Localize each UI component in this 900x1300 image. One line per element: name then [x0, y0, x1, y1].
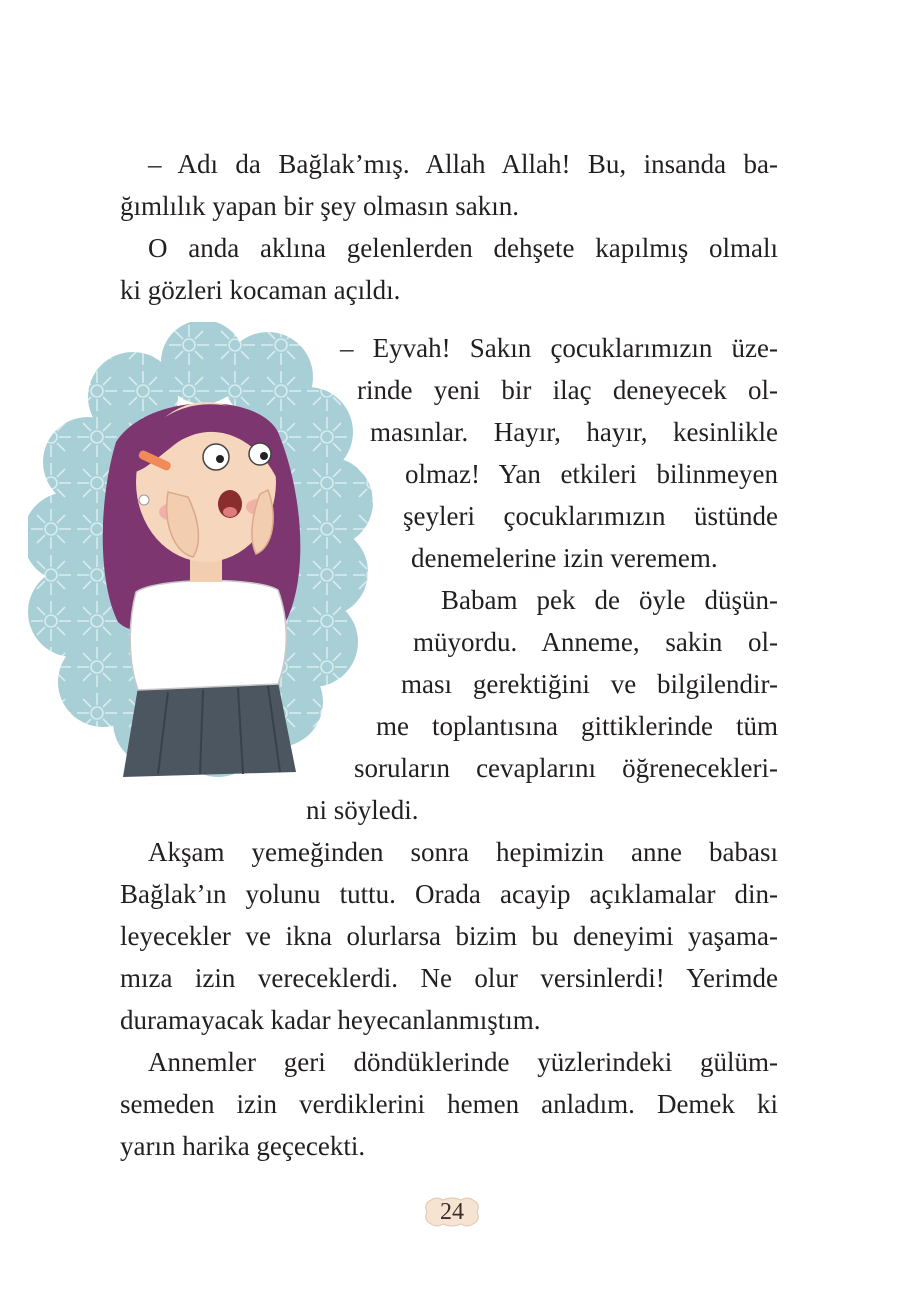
text-line: mıza izin vereceklerdi. Ne olur versinlerdi! Yerimde [120, 963, 778, 993]
text-line: O anda aklına gelenlerden dehşete kapılmış olmalı [148, 233, 778, 263]
text-line: ki gözleri kocaman açıldı. [120, 275, 401, 305]
text-line: şeyleri çocuklarımızın üstünde [403, 501, 778, 531]
text-line: Babam pek de öyle düşün- [441, 585, 778, 615]
page-number: 24 [440, 1199, 464, 1225]
text-line: semeden izin verdiklerini hemen anladım. Demek ki [120, 1089, 778, 1119]
page-number-badge [423, 1196, 481, 1228]
text-line: Akşam yemeğinden sonra hepimizin anne babası [148, 837, 778, 867]
worried-girl-illustration [28, 322, 378, 782]
text-line: ması gerektiğini ve bilgilendir- [401, 669, 778, 699]
text-line: ni söyledi. [306, 795, 419, 825]
text-line: Bağlak’ın yolunu tuttu. Orada acayip açıklamalar din- [120, 879, 778, 909]
text-line: me toplantısına gittiklerinde tüm [376, 711, 778, 741]
text-line: rinde yeni bir ilaç deneyecek ol- [357, 375, 778, 405]
text-line: masınlar. Hayır, hayır, kesinlikle [370, 417, 778, 447]
text-line: soruların cevaplarını öğrenecekleri- [354, 753, 778, 783]
text-line: ğımlılık yapan bir şey olmasın sakın. [120, 191, 519, 221]
text-line: denemelerine izin veremem. [411, 543, 718, 573]
text-line: – Eyvah! Sakın çocuklarımızın üze- [340, 333, 778, 363]
text-line: duramayacak kadar heyecanlanmıştım. [120, 1005, 541, 1035]
text-line: Annemler geri döndüklerinde yüzlerindeki gülüm- [148, 1047, 778, 1077]
text-line: leyecekler ve ikna olurlarsa bizim bu deneyimi yaşama- [120, 921, 778, 951]
text-line: – Adı da Bağlak’mış. Allah Allah! Bu, insanda ba- [148, 149, 778, 179]
text-line: yarın harika geçecekti. [120, 1131, 366, 1161]
text-line: olmaz! Yan etkileri bilinmeyen [405, 459, 778, 489]
text-line: müyordu. Anneme, sakin ol- [413, 627, 778, 657]
